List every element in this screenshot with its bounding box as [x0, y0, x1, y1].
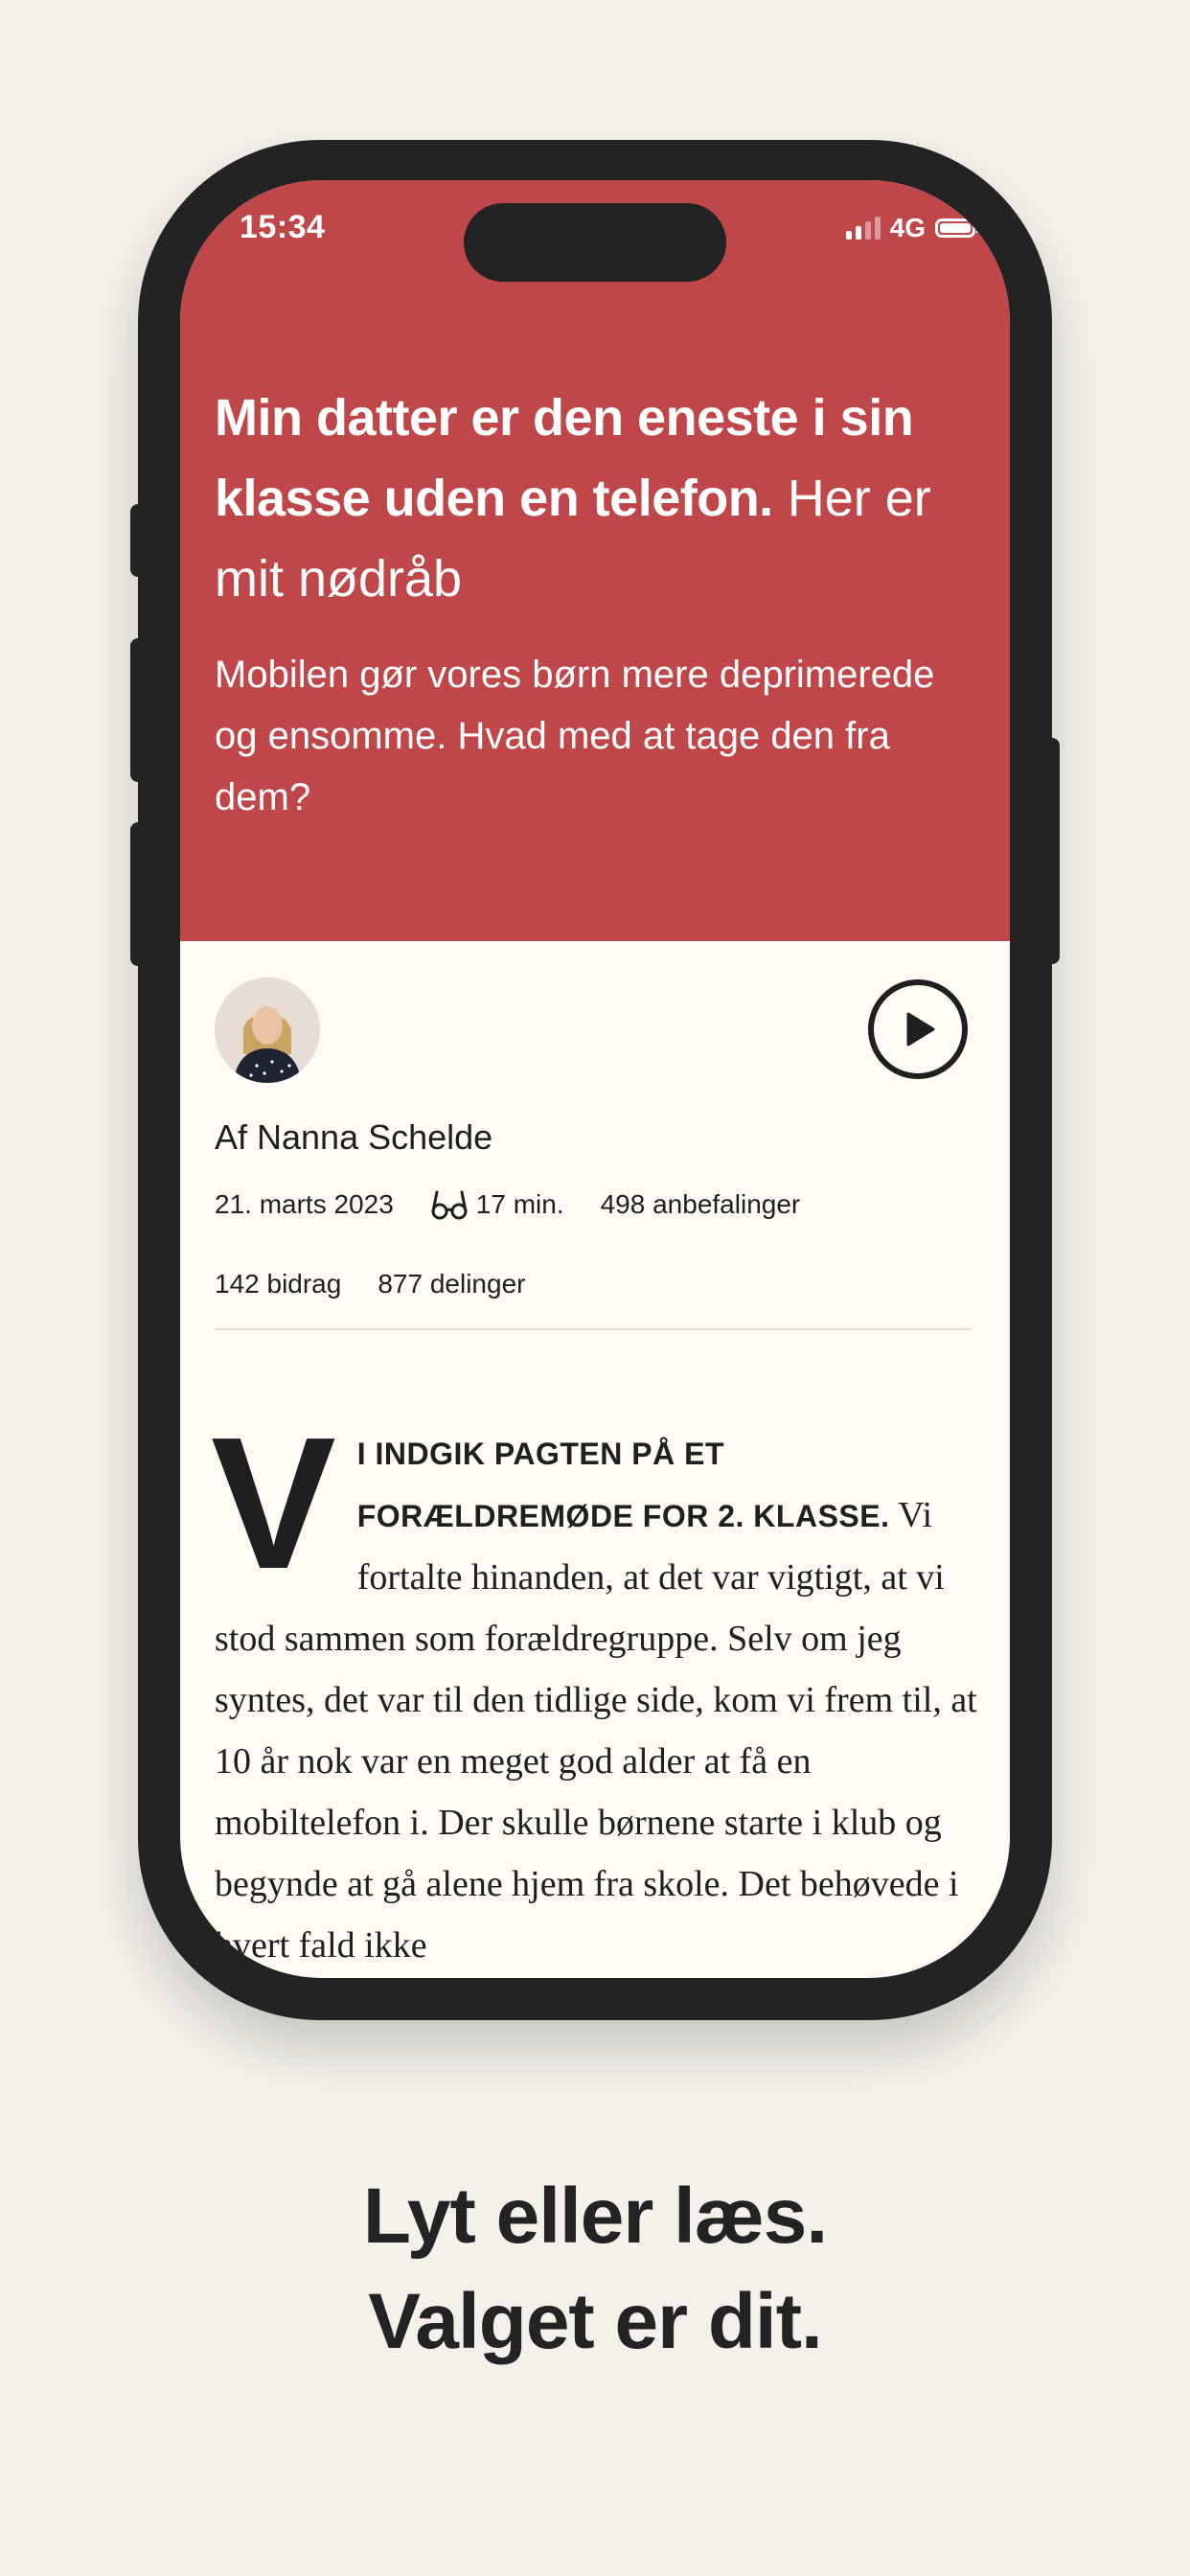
author-portrait-icon [215, 978, 320, 1083]
battery-icon [935, 218, 975, 238]
article-headline [215, 378, 981, 619]
promo-line-2: Valget er dit. [368, 2278, 822, 2365]
promo-line-1: Lyt eller læs. [362, 2173, 828, 2260]
article-body [211, 1398, 981, 1976]
volume-down-button [130, 822, 146, 966]
read-time: 17 min. [475, 1189, 564, 1219]
status-indicators [846, 213, 975, 243]
article-meta-row-2 [215, 1269, 525, 1300]
status-time: 15:34 [240, 209, 326, 245]
body-text: Vi fortalte hinanden, at det var vigtigt, at vi stod sammen som forældregruppe. Selv om jeg syntes, det var til den tidlige side, kom vi frem til, at 10 år nok var en meget god alder at få en mobiltelefon i. Der skulle børnene starte i klub og begynde at gå alene hjem fra skole. Det behøvede i hvert fald ikke [215, 1495, 977, 1966]
mute-switch [130, 504, 146, 577]
play-audio-button[interactable] [868, 979, 968, 1079]
glasses-icon [430, 1188, 469, 1221]
dynamic-island [464, 203, 726, 282]
power-button [1044, 738, 1060, 964]
article-hero [180, 180, 1010, 941]
drop-cap: V [211, 1398, 336, 1608]
headline-rest: Her er mit nødråb [215, 470, 931, 608]
meta-divider [215, 1328, 972, 1330]
contributions-count[interactable]: 142 bidrag [215, 1269, 342, 1299]
network-label: 4G [889, 213, 926, 242]
publish-date: 21. marts 2023 [215, 1189, 394, 1219]
signal-icon [846, 217, 881, 240]
shares-count[interactable]: 877 delinger [378, 1269, 526, 1299]
recommendations-count[interactable]: 498 anbefalinger [600, 1189, 801, 1219]
phone-frame [138, 140, 1052, 2020]
lead-in: I INDGIK PAGTEN PÅ ET FORÆLDREMØDE FOR 2. KLASSE. [356, 1437, 890, 1533]
play-icon [897, 1008, 939, 1050]
article-meta-row-1 [215, 1188, 800, 1221]
volume-up-button [130, 638, 146, 782]
promo-tagline [0, 2164, 1190, 2375]
headline-bold: Min datter er den eneste i sin klasse uden en telefon. [215, 389, 914, 527]
author-avatar[interactable] [215, 978, 320, 1083]
author-byline[interactable]: Af Nanna Schelde [215, 1117, 493, 1157]
phone-screen [180, 180, 1010, 1978]
article-subtitle: Mobilen gør vores børn mere deprimerede og ensomme. Hvad med at tage den fra dem? [215, 654, 935, 818]
